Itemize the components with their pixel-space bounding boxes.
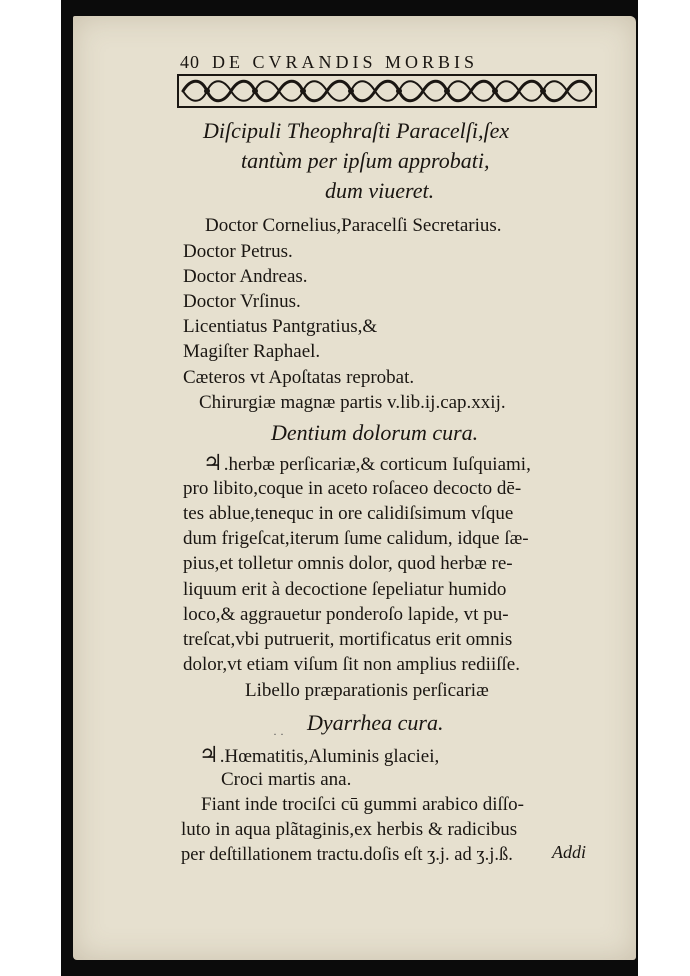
toothache-line: liquum erit à decoctione ſepeliatur humido [183,579,507,600]
toothache-line: ♃.herbæ perſicariæ,& corticum Iuſquiami, [203,450,531,475]
toothache-line: dum frigeſcat,iterum ſume calidum, idque ſæ- [183,528,529,549]
toothache-reference: Libello præparationis perſicariæ [245,680,489,701]
toothache-line: pius,et tolletur omnis dolor, quod herbæ re- [183,553,513,574]
disciple-entry: Doctor Cornelius,Paracelſi Secretarius. [205,215,502,236]
diarrhea-line: ♃.Hœmatitis,Aluminis glaciei, [199,742,440,767]
source-citation: Chirurgiæ magnæ partis v.lib.ij.cap.xxij. [199,392,506,413]
toothache-line: pro libito,coque in aceto roſaceo decocto dē- [183,478,522,499]
catchword: Addi [552,842,586,862]
toothache-heading: Dentium dolorum cura. [271,420,479,445]
running-head [180,52,478,73]
printer-dots: · · [273,727,284,741]
diarrhea-line: Croci martis ana. [221,769,352,790]
disciples-heading-line-1: Diſcipuli Theophraſti Paracelſi,ſex [203,118,510,143]
page-number: 40 [180,52,200,72]
disciples-heading-line-3: dum viueret. [325,178,435,203]
diarrhea-line: Fiant inde trociſci cū gummi arabico diſſo- [201,794,524,815]
toothache-line: loco,& aggrauetur ponderoſo lapide, vt pu- [183,604,509,625]
toothache-line: dolor,vt etiam viſum ſit non amplius rediiſſe. [183,654,520,675]
running-title: DE CVRANDIS MORBIS [212,52,479,72]
diarrhea-line: luto in aqua plãtaginis,ex herbis & radicibus [181,819,518,840]
toothache-line: tes ablue,tenequc in ore calidiſsimum vſque [183,503,514,524]
disciples-heading-line-2: tantùm per ipſum approbati, [241,148,490,173]
disciple-entry: Doctor Vrſinus. [183,291,301,312]
recipe-symbol-icon: ♃ [203,450,223,475]
printer-ornament-band-icon [177,74,597,108]
disciple-entry: Doctor Petrus. [183,241,293,262]
recipe-symbol-icon: ♃ [199,742,219,767]
toothache-line: treſcat,vbi putruerit, mortificatus erit omnis [183,629,513,650]
disciple-entry: Magiſter Raphael. [183,341,321,362]
disciple-entry: Doctor Andreas. [183,266,308,287]
diarrhea-line: per deſtillationem tractu.doſis eſt ʒ.j. ad ʒ.j.ß. [181,845,513,865]
disciple-entry: Licentiatus Pantgratius,& [183,316,378,337]
diarrhea-heading: Dyarrhea cura. [307,710,444,735]
book-page [73,16,636,960]
disciple-entry: Cæteros vt Apoſtatas reprobat. [183,367,415,388]
